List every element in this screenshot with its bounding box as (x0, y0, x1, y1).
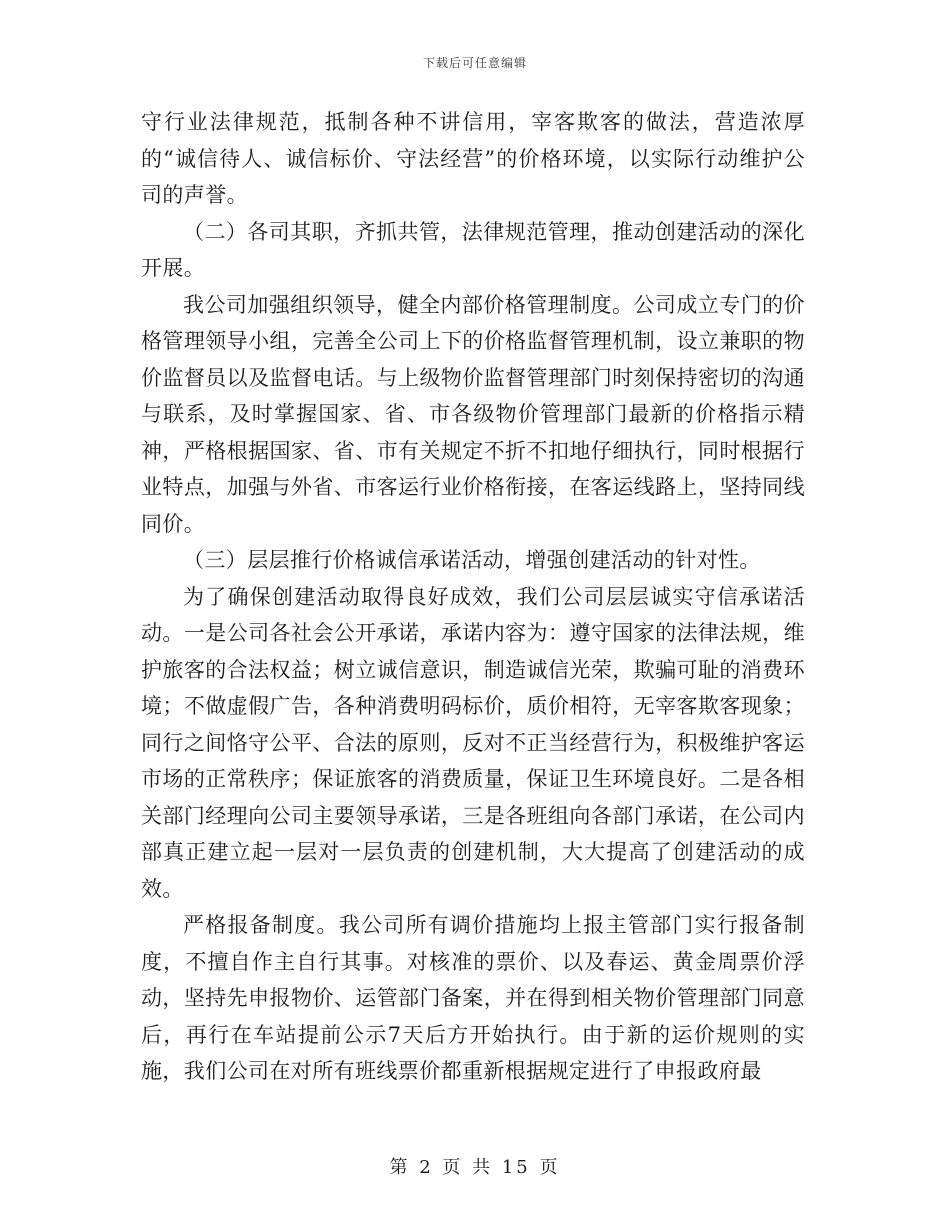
paragraph-filing-system: 严格报备制度。我公司所有调价措施均上报主管部门实行报备制度，不擅自作主自行其事。对核准的票价、以及春运、黄金周票价浮动，坚持先申报物价、运管部门备案，并在得到相关物价管理部门同意后，再行在车站提前公示7天后方开始执行。由于新的运价规则的实施，我们公司在对所有班线票价都重新根据规定进行了申报政府最 (141, 913, 805, 1083)
paragraph-continuation: 守行业法律规范，抵制各种不讲信用，宰客欺客的做法，营造浓厚的“诚信待人、诚信标价、守法经营”的价格环境，以实际行动维护公司的声誉。 (141, 110, 805, 207)
page-number: 第 2 页 共 15 页 (389, 1157, 561, 1178)
section-heading-2: （二）各司其职，齐抓共管，法律规范管理，推动创建活动的深化开展。 (141, 219, 805, 280)
page-header: 下载后可任意编辑 (422, 56, 527, 70)
section-heading-3: （三）层层推行价格诚信承诺活动，增强创建活动的针对性。 (183, 548, 761, 572)
paragraph-integrity-commitment: 为了确保创建活动取得良好成效，我们公司层层诚实守信承诺活动。一是公司各社会公开承诺，承诺内容为：遵守国家的法律法规，维护旅客的合法权益；树立诚信意识，制造诚信光荣，欺骗可耻的消费环境；不做虚假广告，各种消费明码标价，质价相符，无宰客欺客现象；同行之间恪守公平、合法的原则，反对不正当经营行为，积极维护客运市场的正常秩序；保证旅客的消费质量，保证卫生环境良好。二是各相关部门经理向公司主要领导承诺，三是各班组向各部门承诺，在公司内部真正建立起一层对一层负责的创建机制，大大提高了创建活动的成效。 (141, 584, 805, 901)
paragraph-price-management: 我公司加强组织领导，健全内部价格管理制度。公司成立专门的价格管理领导小组，完善全公司上下的价格监督管理机制，设立兼职的物价监督员以及监督电话。与上级物价监督管理部门时刻保持密切的沟通与联系，及时掌握国家、省、市各级物价管理部门最新的价格指示精神，严格根据国家、省、市有关规定不折不扣地仔细执行，同时根据行业特点，加强与外省、市客运行业价格衔接，在客运线路上，坚持同线同价。 (141, 292, 805, 536)
document-body (141, 104, 805, 1090)
